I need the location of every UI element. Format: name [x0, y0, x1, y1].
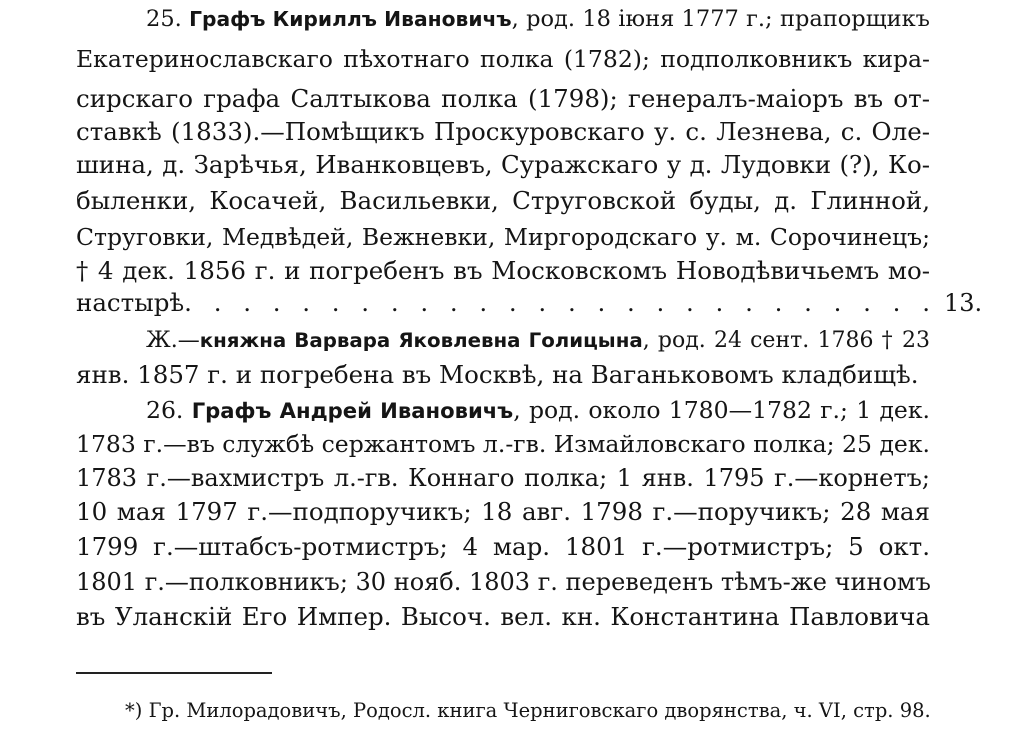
footnote-text: Гр. Милорадовичъ, Родосл. книга Черниговскаго дворянства, ч. VI, стр. 98.	[148, 699, 931, 722]
text-line: 1801 г.—полковникъ; 30 нояб. 1803 г. переведенъ тѣмъ-же чиномъ	[76, 568, 931, 596]
wife-name: княжна Варвара Яковлевна Голицына	[199, 329, 643, 352]
footnote	[125, 696, 985, 726]
entry-text: , род. около 1780—1782 г.; 1 дек.	[513, 396, 930, 424]
person-name: Графъ Андрей Ивановичъ	[191, 398, 514, 423]
person-name: Графъ Кириллъ Ивановичъ	[189, 7, 512, 31]
text-line: † 4 дек. 1856 г. и погребенъ въ Московскомъ Новодѣвичьемъ мо-	[76, 256, 930, 285]
text-line: 1783 г.—въ службѣ сержантомъ л.-гв. Измайловскаго полка; 25 дек.	[76, 430, 930, 458]
wife-prefix: Ж.—	[146, 328, 200, 353]
text-line: Екатеринославскаго пѣхотнаго полка (1782); подполковникъ кира-	[76, 45, 930, 73]
entry-26-heading-line	[146, 393, 930, 427]
text-line-leader: настырѣ. . . . . . . . . . . . . . . . . . . . . . . . . .	[76, 288, 930, 317]
text-line: янв. 1857 г. и погребена въ Москвѣ, на Ваганьковомъ кладбищѣ.	[76, 360, 919, 389]
text-line: сирскаго графа Салтыкова полка (1798); генералъ-маіоръ въ от-	[76, 84, 930, 113]
text-line: ставкѣ (1833).—Помѣщикъ Проскуровскаго у. с. Лезнева, с. Оле-	[76, 117, 930, 146]
entry-text: , род. 24 сент. 1786 † 23	[642, 328, 930, 353]
entry-number: 25.	[146, 6, 182, 32]
footnote-marker: *)	[125, 699, 143, 722]
text-line: шина, д. Зарѣчья, Иванковцевъ, Суражскаго у д. Лудовки (?), Ко-	[76, 150, 930, 179]
footnote-rule	[76, 672, 272, 674]
entry-number: 26.	[146, 396, 184, 424]
entry-25-heading-line	[146, 2, 930, 36]
wife-heading-line	[146, 324, 930, 358]
text-line: 1799 г.—штабсъ-ротмистръ; 4 мар. 1801 г.—ротмистръ; 5 окт.	[76, 532, 930, 561]
text-line: Струговки, Медвѣдей, Вежневки, Миргородскаго у. м. Сорочинецъ;	[76, 223, 930, 251]
text-line: 1783 г.—вахмистръ л.-гв. Коннаго полка; 1 янв. 1795 г.—корнетъ;	[76, 464, 930, 492]
entry-text: , род. 18 іюня 1777 г.; прапорщикъ	[511, 6, 930, 32]
text-line: быленки, Косачей, Васильевки, Струговской буды, д. Глинной,	[76, 186, 930, 215]
text-line: 10 мая 1797 г.—подпоручикъ; 18 авг. 1798 г.—поручикъ; 28 мая	[76, 497, 930, 526]
page-reference: 13.	[944, 289, 983, 317]
text-line: въ Уланскій Его Импер. Высоч. вел. кн. Константина Павловича	[76, 602, 930, 631]
